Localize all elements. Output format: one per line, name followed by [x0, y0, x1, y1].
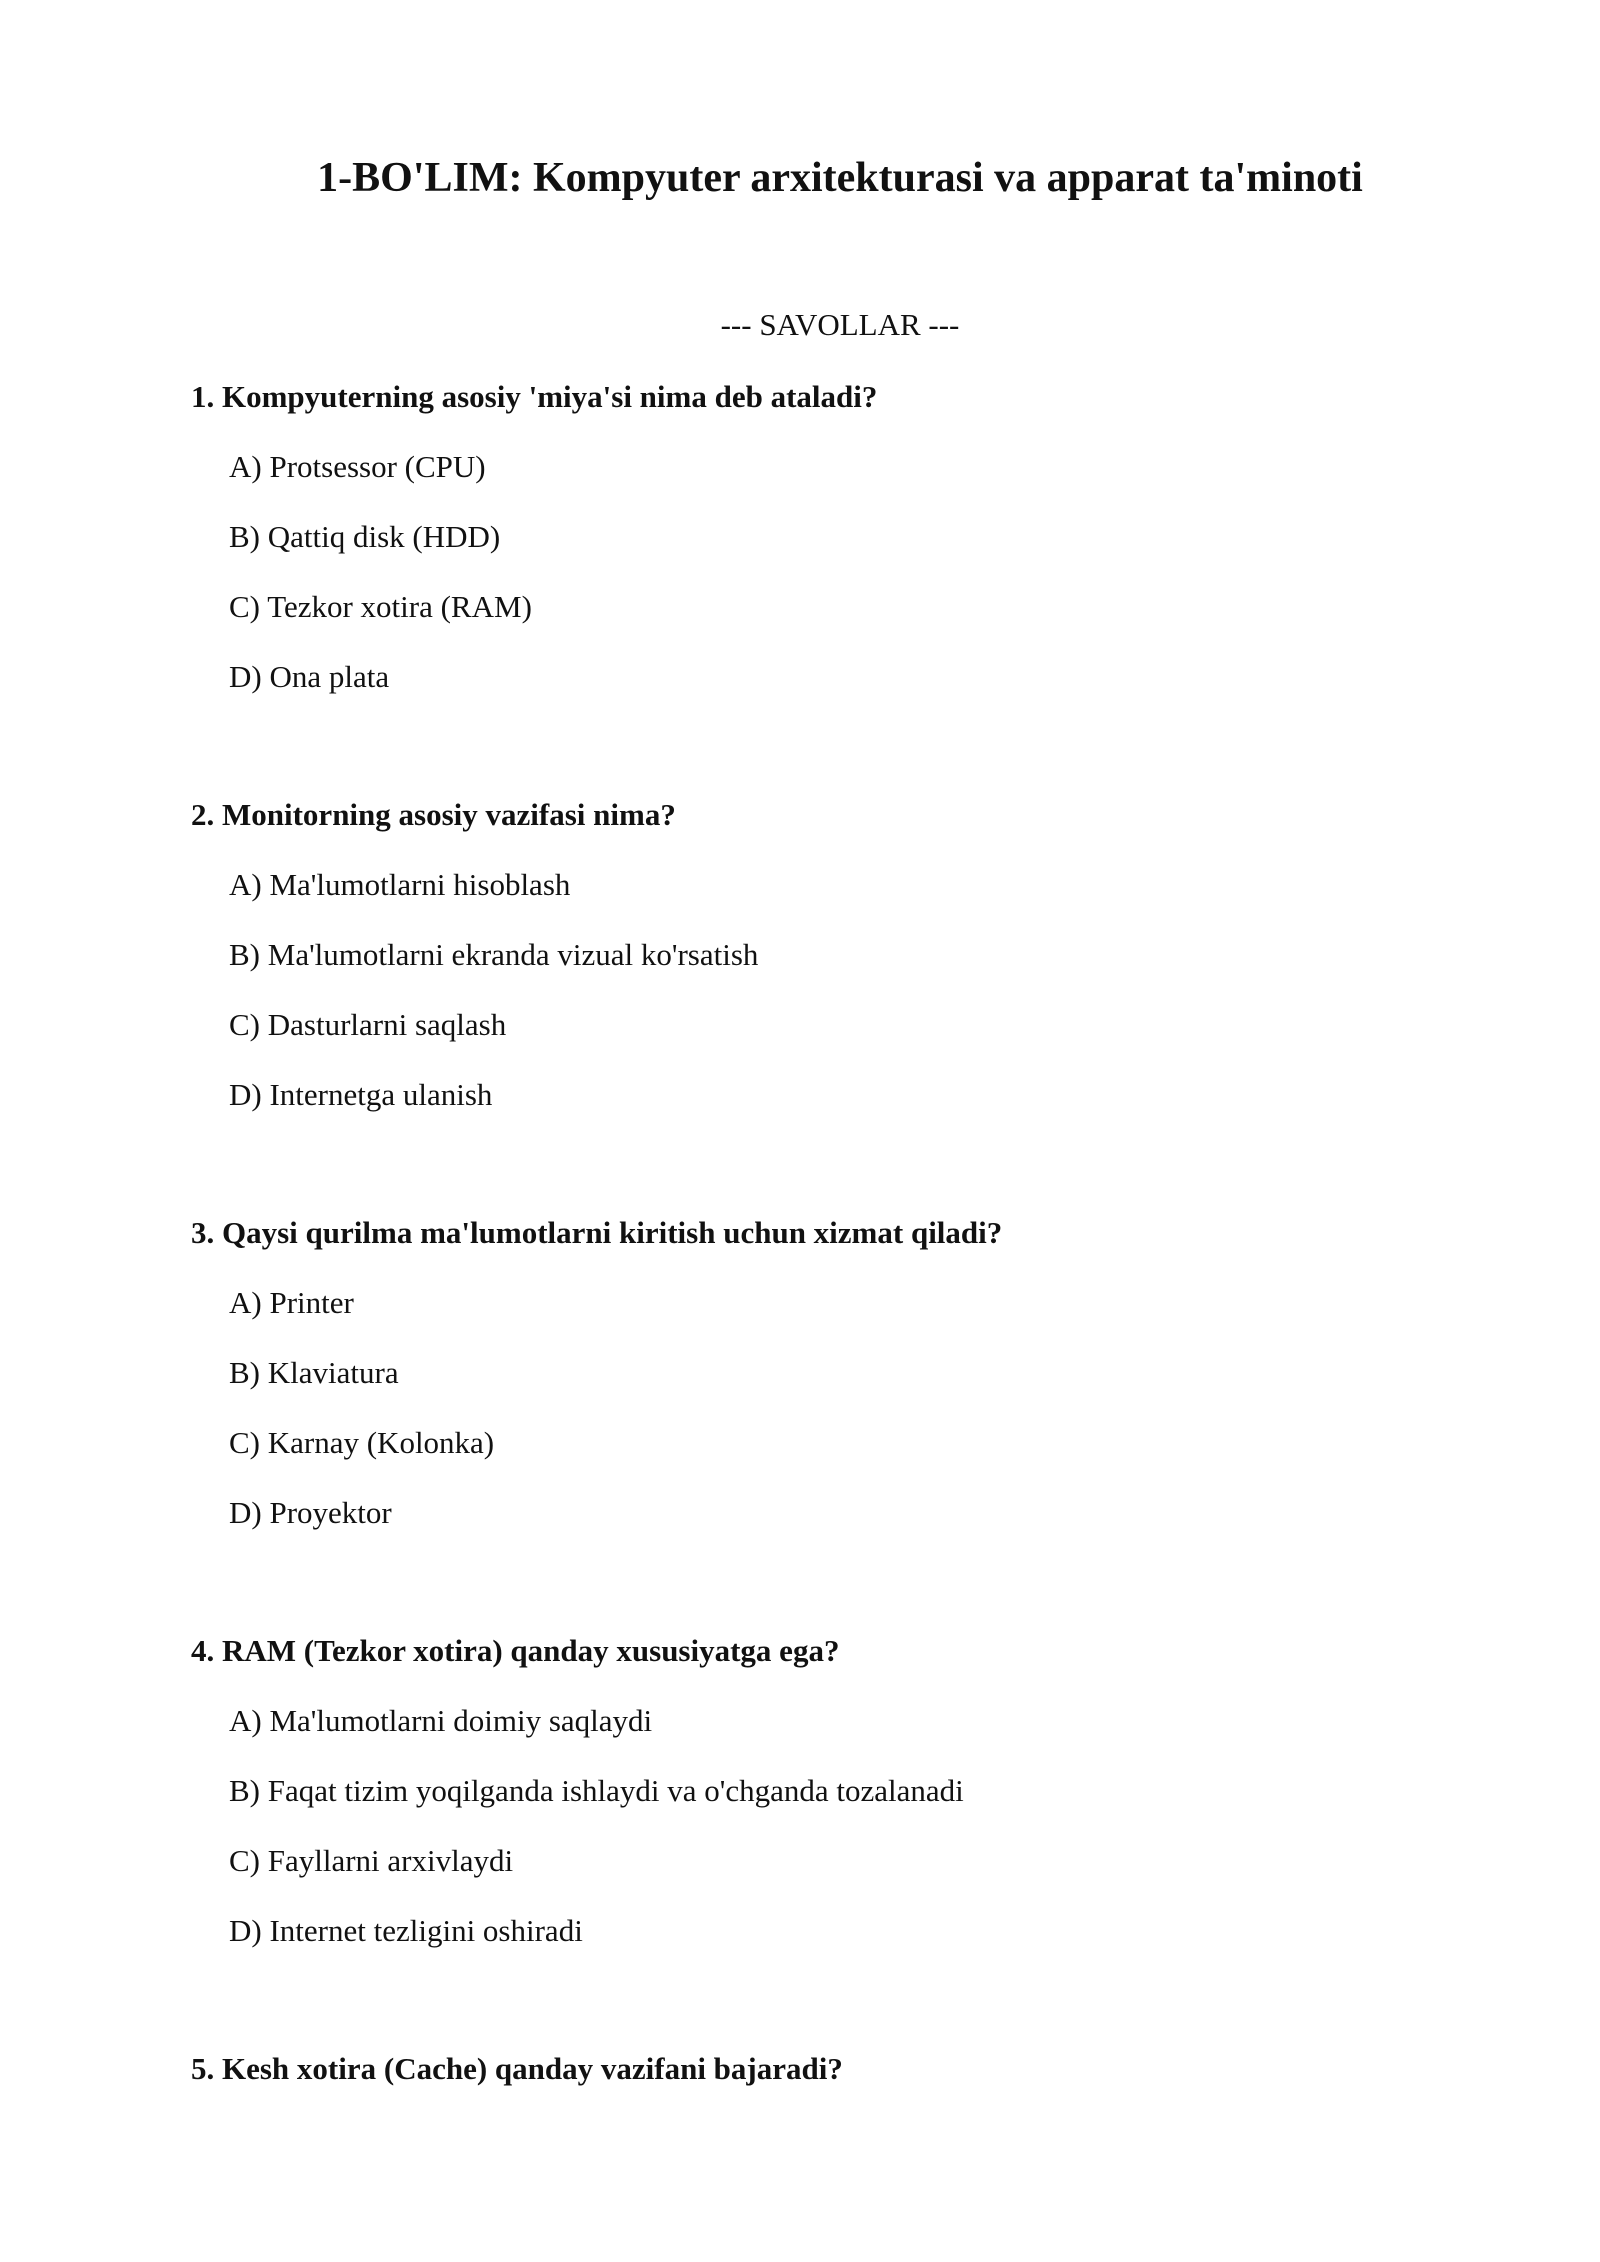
answer-option-a: A) Ma'lumotlarni hisoblash [229, 867, 571, 902]
answer-option-c: C) Dasturlarni saqlash [229, 1007, 507, 1042]
answer-option-c: C) Karnay (Kolonka) [229, 1425, 495, 1460]
question-text: 1. Kompyuterning asosiy 'miya'si nima deb ataladi? [191, 379, 878, 414]
answer-option-d: D) Ona plata [229, 659, 390, 694]
answer-option-a: A) Printer [229, 1285, 354, 1320]
answer-option-c: C) Fayllarni arxivlaydi [229, 1843, 514, 1878]
answer-option-b: B) Ma'lumotlarni ekranda vizual ko'rsatish [229, 937, 759, 972]
answer-option-c: C) Tezkor xotira (RAM) [229, 589, 532, 624]
question-text: 3. Qaysi qurilma ma'lumotlarni kiritish uchun xizmat qiladi? [191, 1215, 1003, 1250]
answer-option-d: D) Proyektor [229, 1495, 392, 1530]
answer-option-a: A) Ma'lumotlarni doimiy saqlaydi [229, 1703, 653, 1738]
answer-option-a: A) Protsessor (CPU) [229, 449, 486, 484]
answer-option-d: D) Internetga ulanish [229, 1077, 493, 1112]
answer-option-b: B) Qattiq disk (HDD) [229, 519, 501, 554]
section-label: --- SAVOLLAR --- [720, 307, 960, 342]
question-text: 4. RAM (Tezkor xotira) qanday xususiyatga ega? [191, 1633, 840, 1668]
document-title: 1-BO'LIM: Kompyuter arxitekturasi va apparat ta'minoti [317, 155, 1363, 201]
question-text: 5. Kesh xotira (Cache) qanday vazifani bajaradi? [191, 2051, 843, 2086]
question-text: 2. Monitorning asosiy vazifasi nima? [191, 797, 676, 832]
answer-option-b: B) Klaviatura [229, 1355, 399, 1390]
answer-option-d: D) Internet tezligini oshiradi [229, 1913, 583, 1948]
answer-option-b: B) Faqat tizim yoqilganda ishlaydi va o'chganda tozalanadi [229, 1773, 964, 1808]
